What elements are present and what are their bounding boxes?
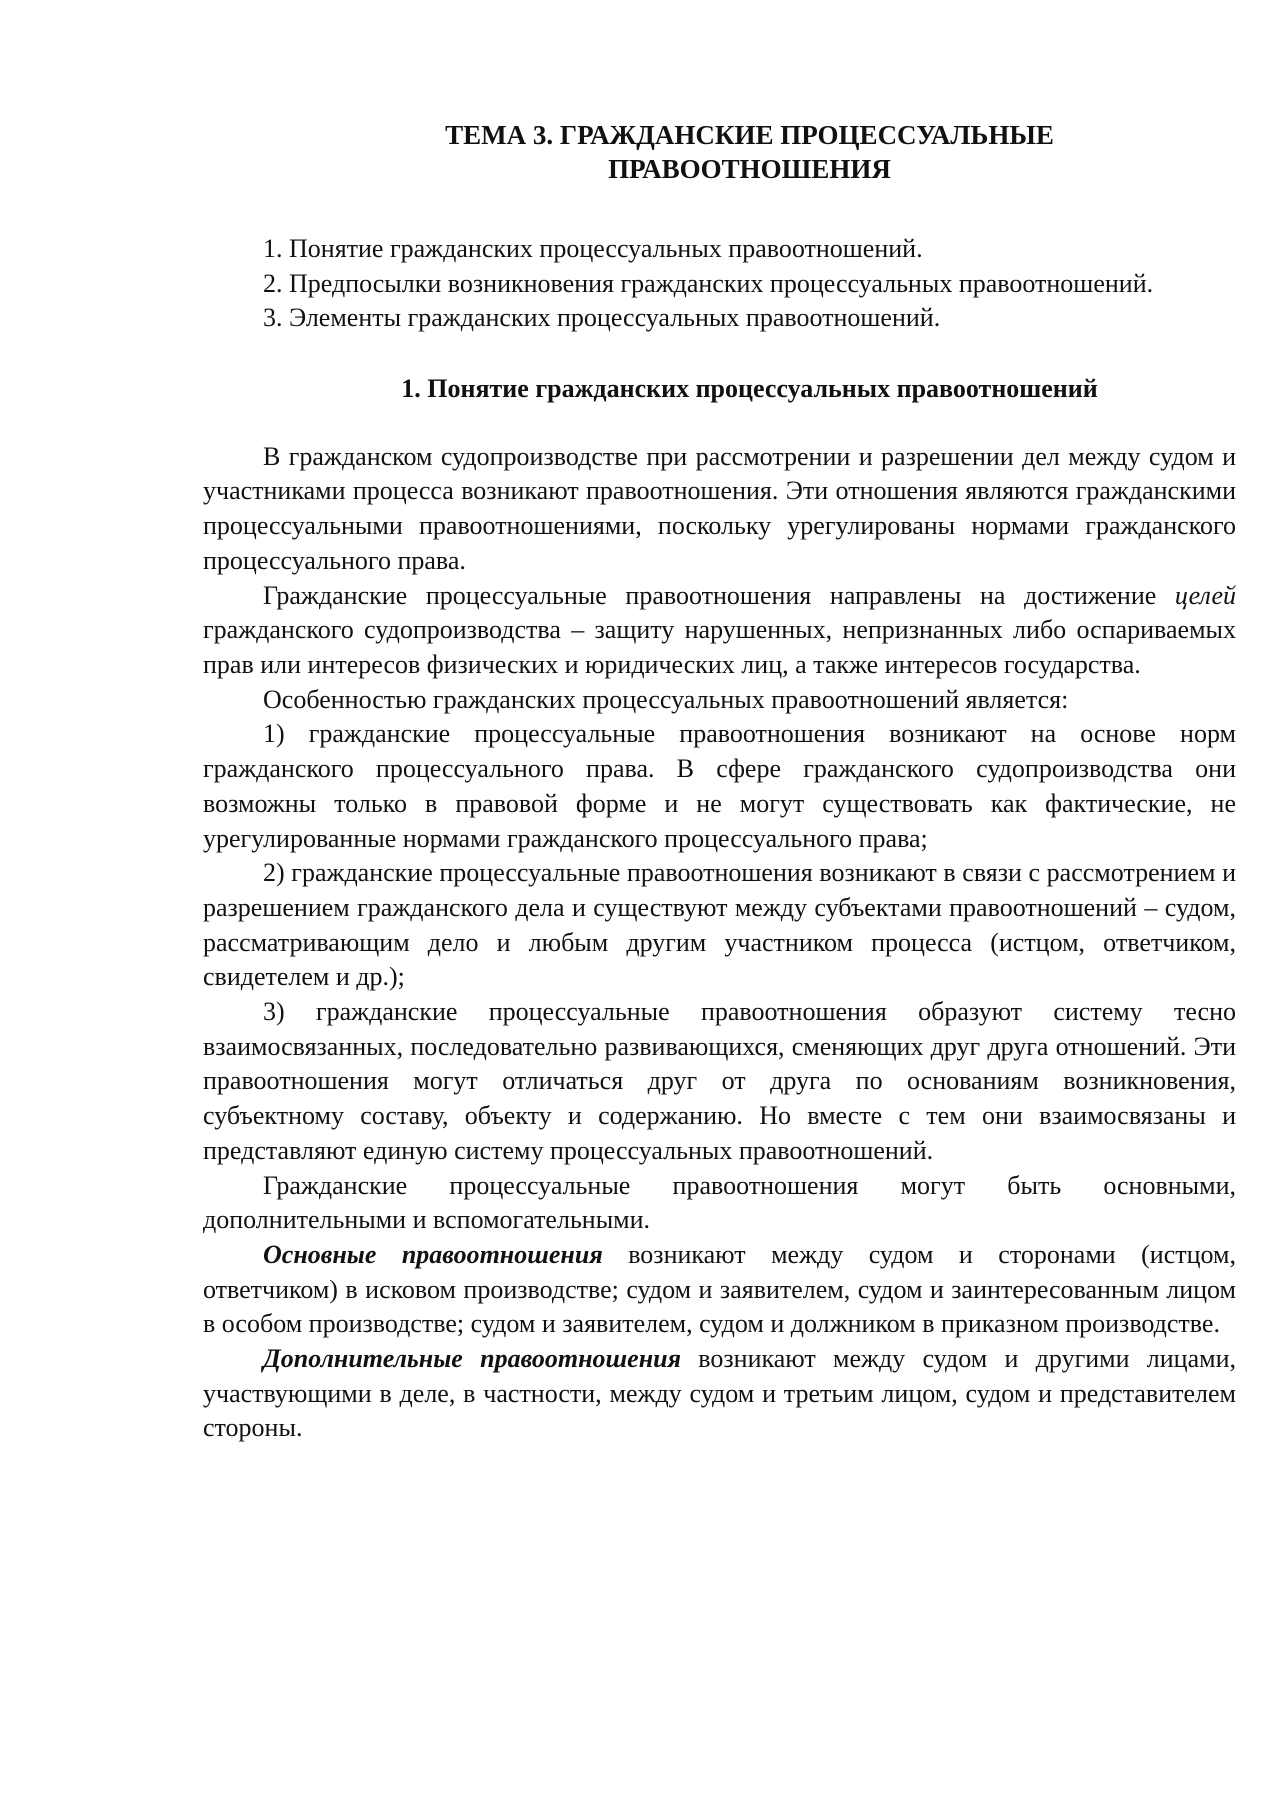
section-body (203, 440, 1236, 1446)
title-line-1: ТЕМА 3. ГРАЖДАНСКИЕ ПРОЦЕССУАЛЬНЫЕ (445, 120, 1054, 150)
paragraph-2-start: Гражданские процессуальные правоотношения направлены на достижение (263, 580, 1175, 610)
title-line-2: ПРАВООТНОШЕНИЯ (608, 154, 891, 184)
paragraph-8-rest: возникают между судом и сторонами (истцом, ответчиком) в исковом производстве; судом и заявителем, судом и заинтересованным лицом в особом производстве; судом и заявителем, судом и должником в приказном производстве. (203, 1239, 1236, 1339)
paragraph-9 (203, 1342, 1236, 1446)
paragraph-5: 2) гражданские процессуальные правоотношения возникают в связи с рассмотрением и разрешением гражданского дела и существуют между субъектами правоотношений – судом, рассматривающим дело и любым другим участником процесса (истцом, ответчиком, свидетелем и др.); (203, 858, 1236, 992)
paragraph-8-term: Основные правоотношения (263, 1239, 603, 1269)
paragraph-6: 3) гражданские процессуальные правоотношения образуют систему тесно взаимосвязанных, последовательно развивающихся, сменяющих друг друга отношений. Эти правоотношения могут отличаться друг от друга по основаниям возникновения, субъектному составу, объекту и содержанию. Но вместе с тем они взаимосвязаны и представляют единую систему процессуальных правоотношений. (203, 997, 1236, 1165)
outline-item-3: 3. Элементы гражданских процессуальных правоотношений. (263, 303, 941, 333)
section-heading: 1. Понятие гражданских процессуальных правоотношений (401, 373, 1098, 403)
paragraph-9-term: Дополнительные правоотношения (263, 1344, 681, 1374)
paragraph-2-end: гражданского судопроизводства – защиту нарушенных, непризнанных либо оспариваемых прав или интересов физических и юридических лиц, а также интересов государства. (203, 615, 1236, 679)
paragraph-2 (203, 579, 1236, 683)
paragraph-8 (203, 1238, 1236, 1342)
paragraph-9-rest: возникают между судом и другими лицами, участвующими в деле, в частности, между судом и третьим лицом, судом и представителем стороны. (203, 1344, 1237, 1443)
paragraph-4: 1) гражданские процессуальные правоотношения возникают на основе норм гражданского процессуального права. В сфере гражданского судопроизводства они возможны только в правовой форме и не могут существовать как фактические, не урегулированные нормами гражданского процессуального права; (203, 719, 1236, 853)
paragraph-2-italic-term: целей (1174, 580, 1236, 610)
topic-outline (203, 232, 1236, 336)
paragraph-3: Особенностью гражданских процессуальных правоотношений является: (263, 684, 1069, 714)
document-page (203, 118, 1236, 1446)
paragraph-7: Гражданские процессуальные правоотношения могут быть основными, дополнительными и вспомогательными. (203, 1170, 1236, 1235)
page-title (263, 118, 1236, 186)
paragraph-1: В гражданском судопроизводстве при рассмотрении и разрешении дел между судом и участниками процесса возникают правоотношения. Эти отношения являются гражданскими процессуальными правоотношениями, поскольку урегулированы нормами гражданского процессуального права. (203, 441, 1236, 575)
outline-item-1: 1. Понятие гражданских процессуальных правоотношений. (263, 234, 923, 263)
outline-item-2: 2. Предпосылки возникновения гражданских процессуальных правоотношений. (263, 268, 1154, 298)
